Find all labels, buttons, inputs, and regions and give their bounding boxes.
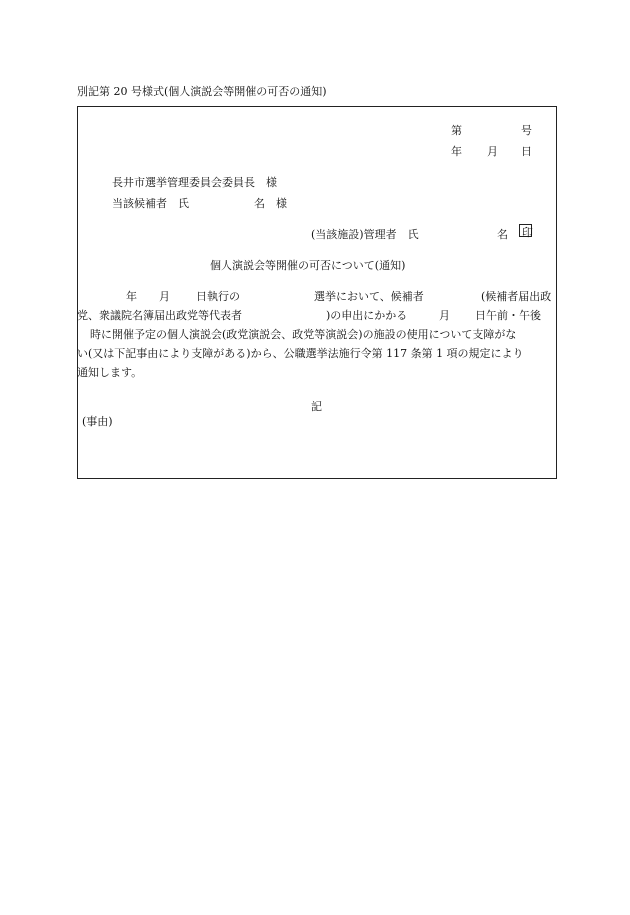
body-day-held: 日執行の [196,290,240,303]
body-line-5: 通知します。 [77,366,143,379]
body-month-2: 月 [439,309,450,322]
reason-label: (事由) [82,415,113,428]
body-election: 選挙において、候補者 [314,290,424,303]
body-am-pm: 日午前・午後 [475,309,541,322]
ki-heading: 記 [311,400,322,413]
addressee-candidate-label: 当該候補者 氏 [112,197,189,210]
body-request: )の申出にかかる [326,309,408,322]
addressee-committee: 長井市選挙管理委員会委員長 様 [112,176,277,189]
number-go-label: 号 [521,124,532,137]
date-year-label: 年 [451,145,462,158]
body-representative: 党、衆議院名簿届出政党等代表者 [77,309,242,322]
seal-mark: 印 [522,226,533,239]
form-caption: 別記第 20 号様式(個人演説会等開催の可否の通知) [77,85,327,98]
body-line-3: 時に開催予定の個人演説会(政党演説会、政党等演説会)の施設の使用について支障がな [90,328,517,341]
notice-subject: 個人演説会等開催の可否について(通知) [210,259,406,272]
body-party-open: (候補者届出政 [481,290,552,303]
sender-manager-label: (当該施設)管理者 氏 [311,228,419,241]
addressee-candidate-mei: 名 様 [254,197,287,210]
body-line-4: い(又は下記事由により支障がある)から、公職選挙法施行令第 117 条第 1 項の規定により [77,347,524,360]
body-year: 年 [126,290,137,303]
body-month: 月 [159,290,170,303]
number-dai-label: 第 [451,124,462,137]
date-day-label: 日 [521,145,532,158]
sender-mei: 名 [497,228,508,241]
date-month-label: 月 [487,145,498,158]
